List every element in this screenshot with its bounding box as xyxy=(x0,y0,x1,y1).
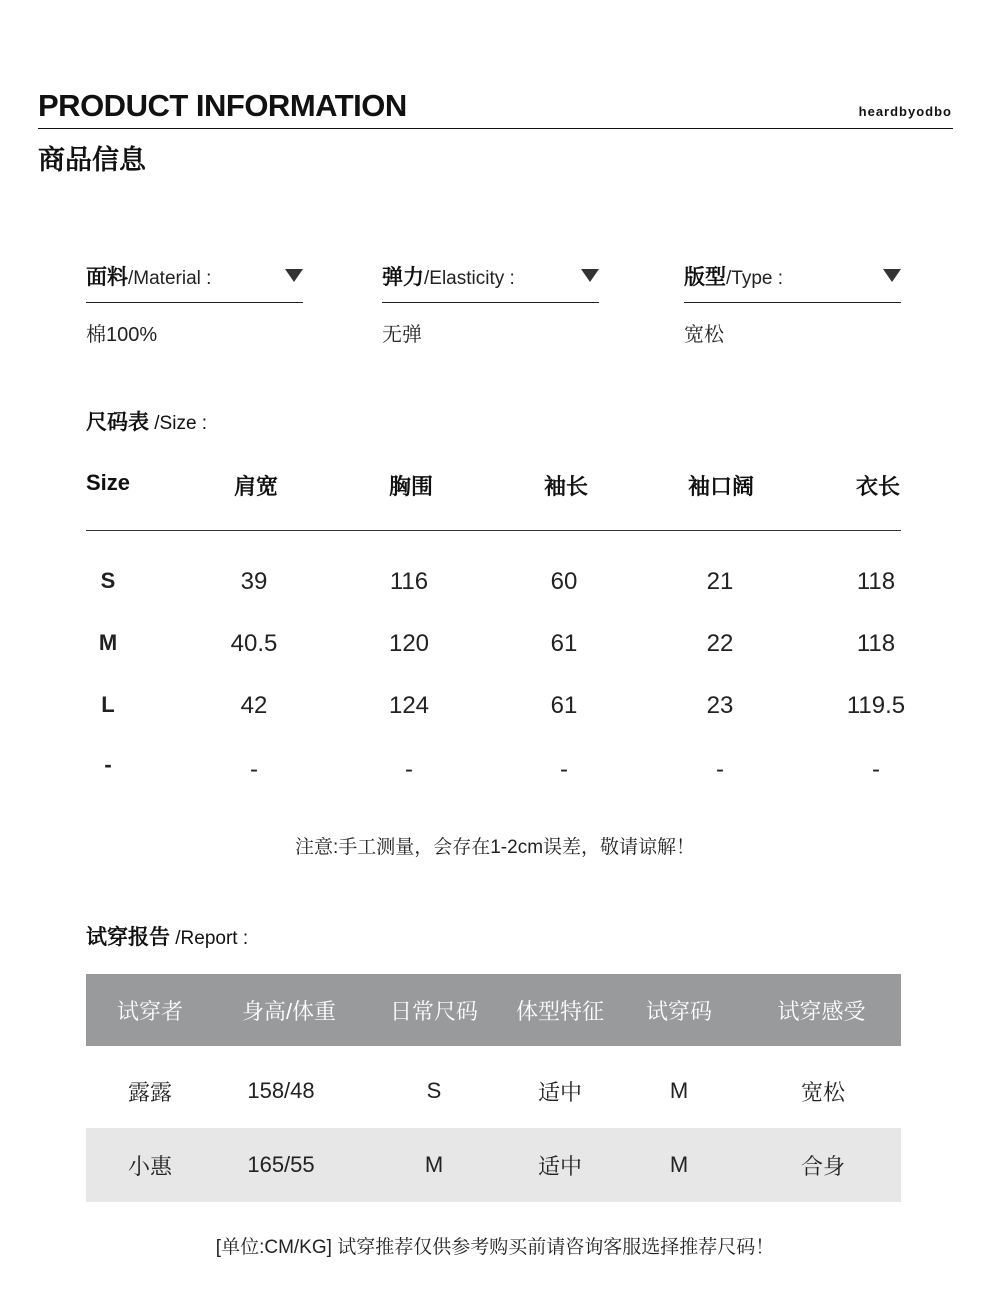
size-col-header: 胸围 xyxy=(388,474,433,499)
size-cell: 21 xyxy=(706,568,734,595)
page-title: PRODUCT INFORMATION xyxy=(38,88,407,123)
size-cell: 60 xyxy=(550,568,578,595)
report-cell: 合身 xyxy=(800,1153,845,1179)
report-table xyxy=(86,974,901,1202)
size-cell: - xyxy=(560,756,568,783)
report-cell: 适中 xyxy=(537,1079,582,1105)
size-cell-label: L xyxy=(101,692,115,717)
measurement-note: 注意:手工测量，会存在1-2cm误差，敬请谅解！ xyxy=(294,837,696,858)
report-table-header xyxy=(86,974,901,1046)
report-col-header: 试穿感受 xyxy=(777,998,866,1024)
size-col-header: 袖长 xyxy=(543,474,588,499)
attribute-label-en: /Type : xyxy=(726,268,784,289)
size-cell: 124 xyxy=(388,692,430,719)
size-cell: 40.5 xyxy=(230,630,278,657)
attribute-label-en: /Material : xyxy=(128,268,212,289)
size-section-title xyxy=(86,406,207,436)
triangle-down-icon xyxy=(581,269,599,282)
page-subtitle: 商品信息 xyxy=(38,145,146,175)
section-title-en: /Size : xyxy=(149,413,208,434)
attribute-label: 版型 xyxy=(684,266,726,289)
report-col-header: 试穿者 xyxy=(116,998,183,1024)
size-cell: 22 xyxy=(706,630,734,657)
header-divider xyxy=(38,128,953,129)
size-table-divider xyxy=(86,530,901,531)
report-col-header: 体型特征 xyxy=(515,998,604,1024)
size-cell: 61 xyxy=(550,630,578,657)
attribute-value: 棉100% xyxy=(86,324,158,346)
report-col-header: 身高/体重 xyxy=(241,998,337,1024)
report-col-header: 试穿码 xyxy=(645,998,712,1024)
size-cell-label: M xyxy=(98,630,118,655)
report-cell: 适中 xyxy=(537,1153,582,1179)
attribute-value: 宽松 xyxy=(684,324,724,346)
size-col-header: 衣长 xyxy=(855,474,900,499)
size-cell: 120 xyxy=(388,630,430,657)
section-title-cn: 试穿报告 xyxy=(86,926,170,949)
footer-note: [单位:CM/KG] 试穿推荐仅供参考购买前请咨询客服选择推荐尺码！ xyxy=(215,1237,775,1258)
size-cell: 119.5 xyxy=(846,692,906,719)
attribute-elasticity xyxy=(382,255,599,347)
size-col-header: Size xyxy=(86,470,131,495)
size-cell-label: - xyxy=(104,752,112,777)
triangle-down-icon xyxy=(883,269,901,282)
section-title-cn: 尺码表 xyxy=(86,411,149,434)
size-cell: - xyxy=(405,756,413,783)
size-cell-label: S xyxy=(100,568,116,593)
size-col-header: 肩宽 xyxy=(233,474,278,499)
section-title-en: /Report : xyxy=(170,928,249,949)
report-cell: M xyxy=(669,1152,689,1177)
report-cell: 宽松 xyxy=(800,1079,845,1105)
report-cell: M xyxy=(424,1152,444,1177)
report-cell: 165/55 xyxy=(247,1152,315,1177)
report-row xyxy=(86,1128,901,1202)
report-cell: M xyxy=(669,1078,689,1103)
report-cell: S xyxy=(426,1078,442,1103)
attribute-value: 无弹 xyxy=(382,324,422,346)
triangle-down-icon xyxy=(285,269,303,282)
report-cell: 露露 xyxy=(127,1079,172,1105)
report-cell: 158/48 xyxy=(247,1078,315,1103)
report-col-header: 日常尺码 xyxy=(389,998,478,1024)
size-cell: 23 xyxy=(706,692,734,719)
size-cell: 118 xyxy=(856,568,896,595)
attribute-label-en: /Elasticity : xyxy=(424,268,515,289)
attribute-type xyxy=(684,255,901,347)
size-cell: 39 xyxy=(240,568,268,595)
size-cell: - xyxy=(716,756,724,783)
report-row xyxy=(86,1054,901,1128)
size-cell: - xyxy=(872,756,880,783)
report-cell: 小惠 xyxy=(127,1153,172,1179)
attribute-label: 弹力 xyxy=(382,266,424,289)
size-cell: 118 xyxy=(856,630,896,657)
size-cell: 116 xyxy=(389,568,429,595)
size-col-header: 袖口阔 xyxy=(687,474,754,499)
report-section-title xyxy=(86,921,248,951)
attribute-material xyxy=(86,255,303,347)
size-cell: 61 xyxy=(550,692,578,719)
size-cell: 42 xyxy=(240,692,268,719)
brand-logo-text: heardbyodbo xyxy=(858,104,952,119)
attribute-label: 面料 xyxy=(86,266,128,289)
size-cell: - xyxy=(250,756,258,783)
